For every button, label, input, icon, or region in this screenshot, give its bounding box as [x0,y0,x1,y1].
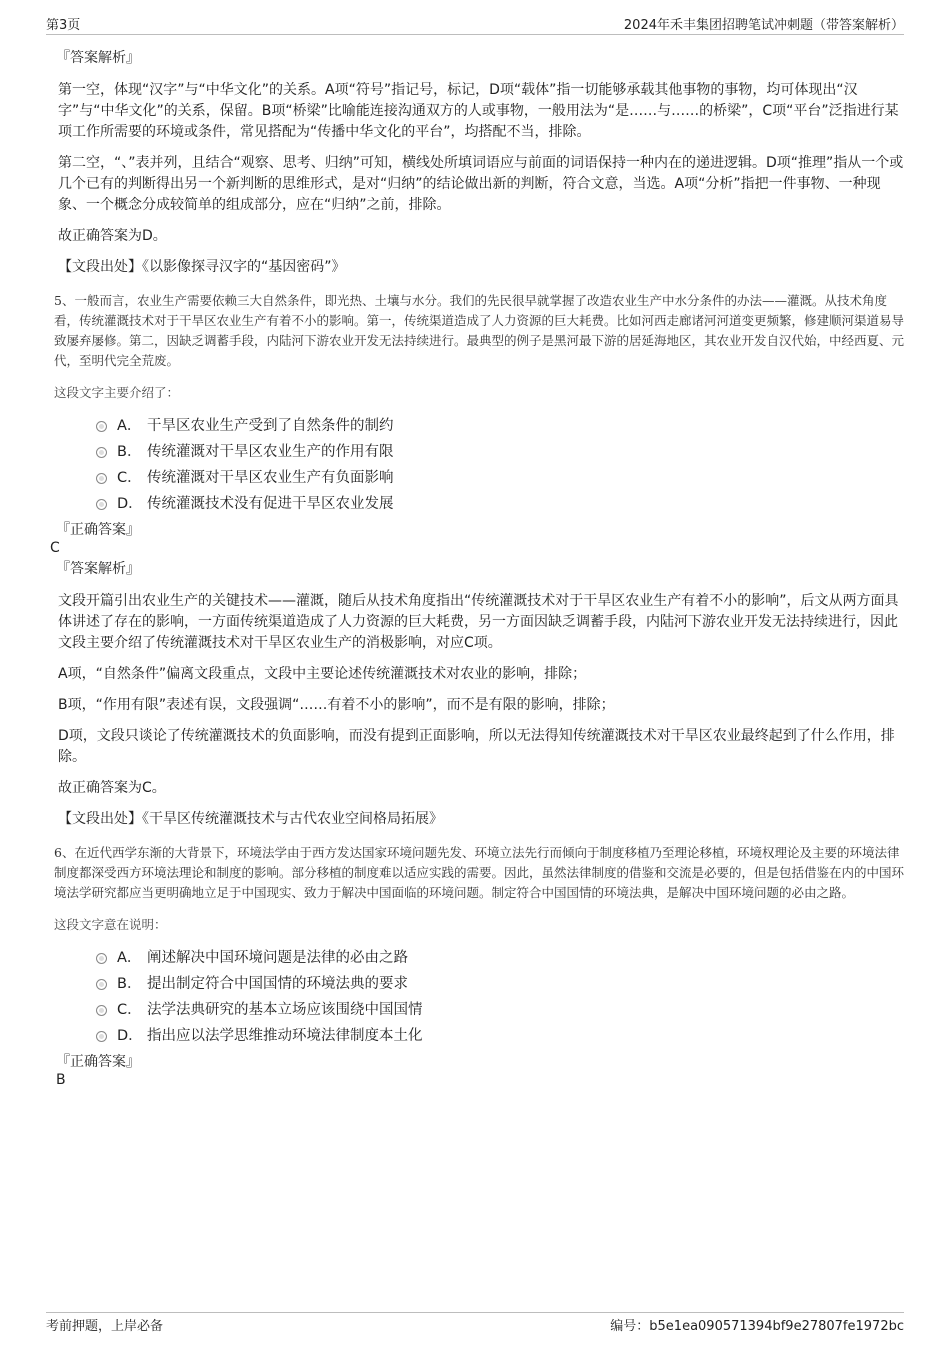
source-citation: 【文段出处】《干旱区传统灌溉技术与古代农业空间格局拓展》 [58,811,443,827]
correct-answer-label: 『正确答案』 [56,522,140,538]
radio-icon[interactable] [96,421,107,432]
question-6-text: 6、在近代西学东渐的大背景下，环境法学由于西方发达国家环境问题先发、环境立法先行而倾向于制度移植乃至理论移植，环境权理论及主要的环境法律制度都深受西方环境法理论和制度的影响。部分移植的制度难以适应实践的需要。因此，虽然法律制度的借鉴和交流是必要的，但是包括借鉴在内的中国环境法学研究都应当更明确地立足于中国现实、致力于解决中国面临的环境问题。制定符合中国国情的环境法典，是解决中国环境问题的必由之路。 [54,845,905,900]
radio-icon[interactable] [96,473,107,484]
analysis-paragraph: 第一空，体现“汉字”与“中华文化”的关系。A项“符号”指记号，标记，D项“载体”指一切能够承载其他事物的事物，均可体现出“汉字”与“中华文化”的关系，保留。B项“桥梁”比喻能连接沟通双方的人或事物，一般用法为“是……与……的桥梁”，C项“平台”泛指进行某项工作所需要的环境或条件，常见搭配为“传播中华文化的平台”，均搭配不当，排除。 [58,82,899,140]
analysis-conclusion: 故正确答案为C。 [58,780,166,796]
option-d[interactable]: D． 传统灌溉技术没有促进干旱区农业发展 [96,491,904,517]
source-citation: 【文段出处】《以影像探寻汉字的“基因密码”》 [58,259,346,275]
question-5-options [96,413,904,517]
document-title: 2024年禾丰集团招聘笔试冲刺题（带答案解析） [623,18,904,33]
question-6-prompt: 这段文字意在说明： [54,917,167,932]
radio-icon[interactable] [96,1005,107,1016]
option-c[interactable]: C． 法学法典研究的基本立场应该围绕中国国情 [96,997,904,1023]
page-header [46,14,904,35]
correct-answer-label: 『正确答案』 [56,1054,140,1070]
option-a[interactable]: A． 阐述解决中国环境问题是法律的必由之路 [96,945,904,971]
analysis-paragraph: D项，文段只谈论了传统灌溉技术的负面影响，而没有提到正面影响，所以无法得知传统灌溉技术对干旱区农业最终起到了什么作用，排除。 [58,728,895,765]
correct-answer-value: C [50,540,60,556]
radio-icon[interactable] [96,499,107,510]
footer-slogan: 考前押题，上岸必备 [46,1319,164,1334]
option-d[interactable]: D． 指出应以法学思维推动环境法律制度本土化 [96,1023,904,1049]
page-content [46,42,904,1089]
page-footer [46,1312,904,1335]
correct-answer-value: B [56,1072,66,1088]
analysis-paragraph: A项，“自然条件”偏离文段重点，文段中主要论述传统灌溉技术对农业的影响，排除； [58,666,587,682]
radio-icon[interactable] [96,1031,107,1042]
analysis-paragraph: 第二空，“、”表并列，且结合“观察、思考、归纳”可知，横线处所填词语应与前面的词语保持一种内在的递进逻辑。D项“推理”指从一个或几个已有的判断得出另一个新判断的思维形式，是对“归纳”的结论做出新的判断，符合文意，当选。A项“分析”指把一件事物、一种现象、一个概念分成较简单的组成部分，应在“归纳”之前，排除。 [58,155,904,213]
option-b[interactable]: B． 传统灌溉对干旱区农业生产的作用有限 [96,439,904,465]
radio-icon[interactable] [96,953,107,964]
analysis-paragraph: 文段开篇引出农业生产的关键技术——灌溉，随后从技术角度指出“传统灌溉技术对于干旱区农业生产有着不小的影响”，后文从两方面具体讲述了存在的影响，一方面传统渠道造成了人力资源的巨大耗费，另一方面因缺乏调蓄手段，内陆河下游农业开发无法持续进行，因此文段主要介绍了传统灌溉技术对干旱区农业生产的消极影响，对应C项。 [58,593,899,651]
option-c[interactable]: C． 传统灌溉对干旱区农业生产有负面影响 [96,465,904,491]
document-id: 编号：b5e1ea090571394bf9e27807fe1972bc [610,1319,904,1334]
radio-icon[interactable] [96,979,107,990]
option-a[interactable]: A． 干旱区农业生产受到了自然条件的制约 [96,413,904,439]
analysis-label: 『答案解析』 [56,50,140,66]
analysis-paragraph: B项，“作用有限”表述有误，文段强调“……有着不小的影响”，而不是有限的影响，排除； [58,697,615,713]
question-5-text: 5、一般而言，农业生产需要依赖三大自然条件，即光热、土壤与水分。我们的先民很早就掌握了改造农业生产中水分条件的办法——灌溉。从技术角度看，传统灌溉技术对于干旱区农业生产有着不小的影响。第一，传统渠道造成了人力资源的巨大耗费。比如河西走廊诸河河道变更频繁，修建顺河渠道易导致屡弃屡修。第二，因缺乏调蓄手段，内陆河下游农业开发无法持续进行。最典型的例子是黑河最下游的居延海地区，其农业开发自汉代始，中经西夏、元代，至明代完全荒废。 [54,293,905,368]
radio-icon[interactable] [96,447,107,458]
page-number: 第3页 [46,18,81,33]
question-6-options [96,945,904,1049]
question-5-prompt: 这段文字主要介绍了： [54,385,180,400]
analysis-label: 『答案解析』 [56,561,140,577]
analysis-conclusion: 故正确答案为D。 [58,228,167,244]
option-b[interactable]: B． 提出制定符合中国国情的环境法典的要求 [96,971,904,997]
